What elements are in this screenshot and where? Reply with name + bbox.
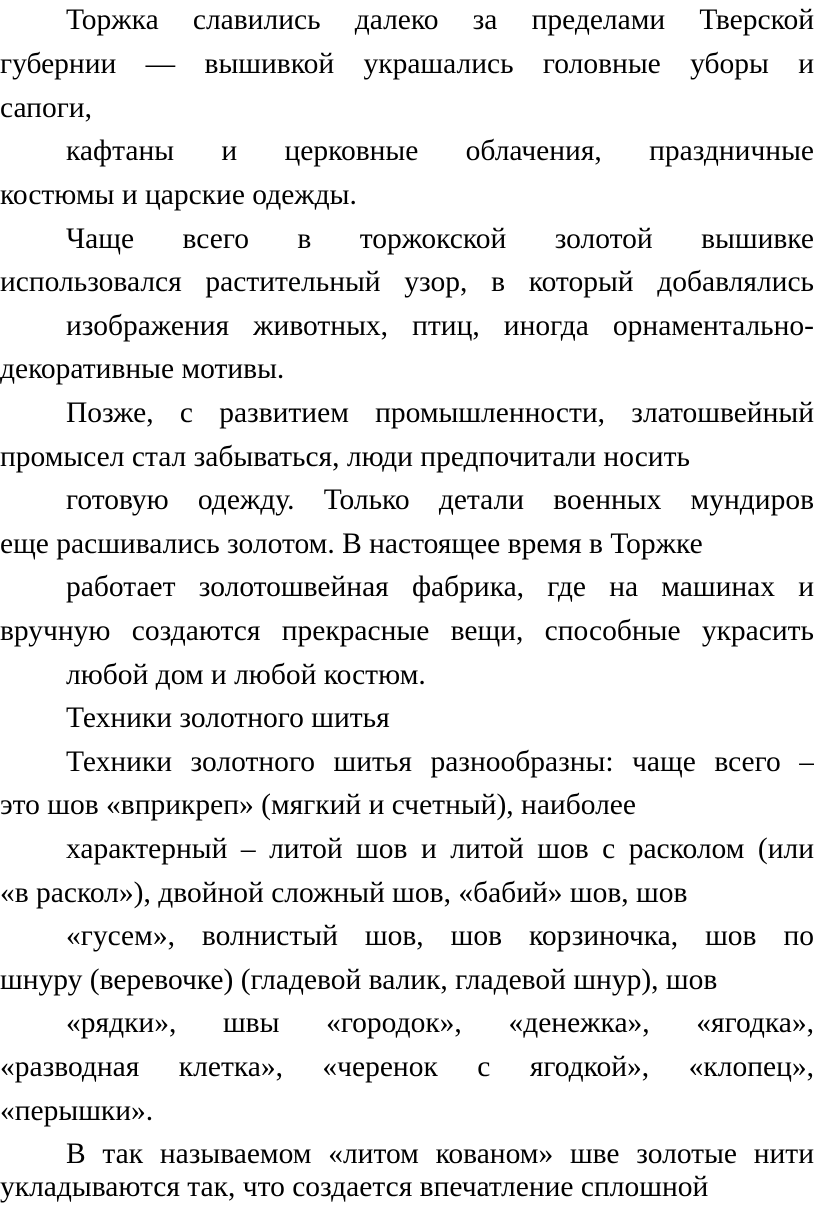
text-line-15: вручную создаются прекрасные вещи, способные украсить bbox=[0, 615, 814, 647]
text-line-26: «перышки». bbox=[0, 1095, 154, 1127]
text-line-23: шнуру (веревочке) (гладевой валик, гладевой шнур), шов bbox=[0, 964, 718, 996]
text-line-20: характерный – литой шов и литой шов с расколом (или bbox=[66, 833, 814, 865]
text-line-11: промысел стал забываться, люди предпочитали носить bbox=[0, 441, 690, 473]
text-line-25: «разводная клетка», «черенок с ягодкой», «клопец», bbox=[0, 1051, 814, 1083]
text-line-28: укладываются так, что создается впечатление сплошной bbox=[0, 1171, 709, 1203]
text-line-7: использовался растительный узор, в который добавлялись bbox=[0, 266, 814, 298]
text-line-16: любой дом и любой костюм. bbox=[66, 659, 426, 691]
text-line-1: Торжка славились далеко за пределами Тверской bbox=[66, 4, 814, 36]
text-line-14: работает золотошвейная фабрика, где на машинах и bbox=[66, 571, 814, 603]
text-line-8: изображения животных, птиц, иногда орнаментально- bbox=[66, 310, 814, 342]
text-line-2: губернии — вышивкой украшались головные уборы и bbox=[0, 48, 814, 80]
text-line-13: еще расшивались золотом. В настоящее время в Торжке bbox=[0, 528, 703, 560]
text-line-22: «гусем», волнистый шов, шов корзиночка, шов по bbox=[66, 920, 814, 952]
text-line-18: Техники золотного шитья разнообразны: чаще всего – bbox=[66, 746, 814, 778]
text-line-5: костюмы и царские одежды. bbox=[0, 179, 357, 211]
text-line-19: это шов «вприкреп» (мягкий и счетный), наиболее bbox=[0, 789, 636, 821]
text-line-4: кафтаны и церковные облачения, праздничные bbox=[66, 135, 814, 167]
section-heading: Техники золотного шитья bbox=[66, 702, 390, 734]
text-line-27: В так называемом «литом кованом» шве золотые нити bbox=[66, 1138, 814, 1170]
text-line-12: готовую одежду. Только детали военных мундиров bbox=[66, 484, 814, 516]
text-line-9: декоративные мотивы. bbox=[0, 353, 285, 385]
text-line-10: Позже, с развитием промышленности, златошвейный bbox=[66, 397, 814, 429]
text-line-3: сапоги, bbox=[0, 92, 92, 124]
text-line-6: Чаще всего в торжокской золотой вышивке bbox=[66, 223, 814, 255]
text-line-24: «рядки», швы «городок», «денежка», «ягодка», bbox=[66, 1007, 814, 1039]
text-line-21: «в раскол»), двойной сложный шов, «бабий» шов, шов bbox=[0, 877, 688, 909]
